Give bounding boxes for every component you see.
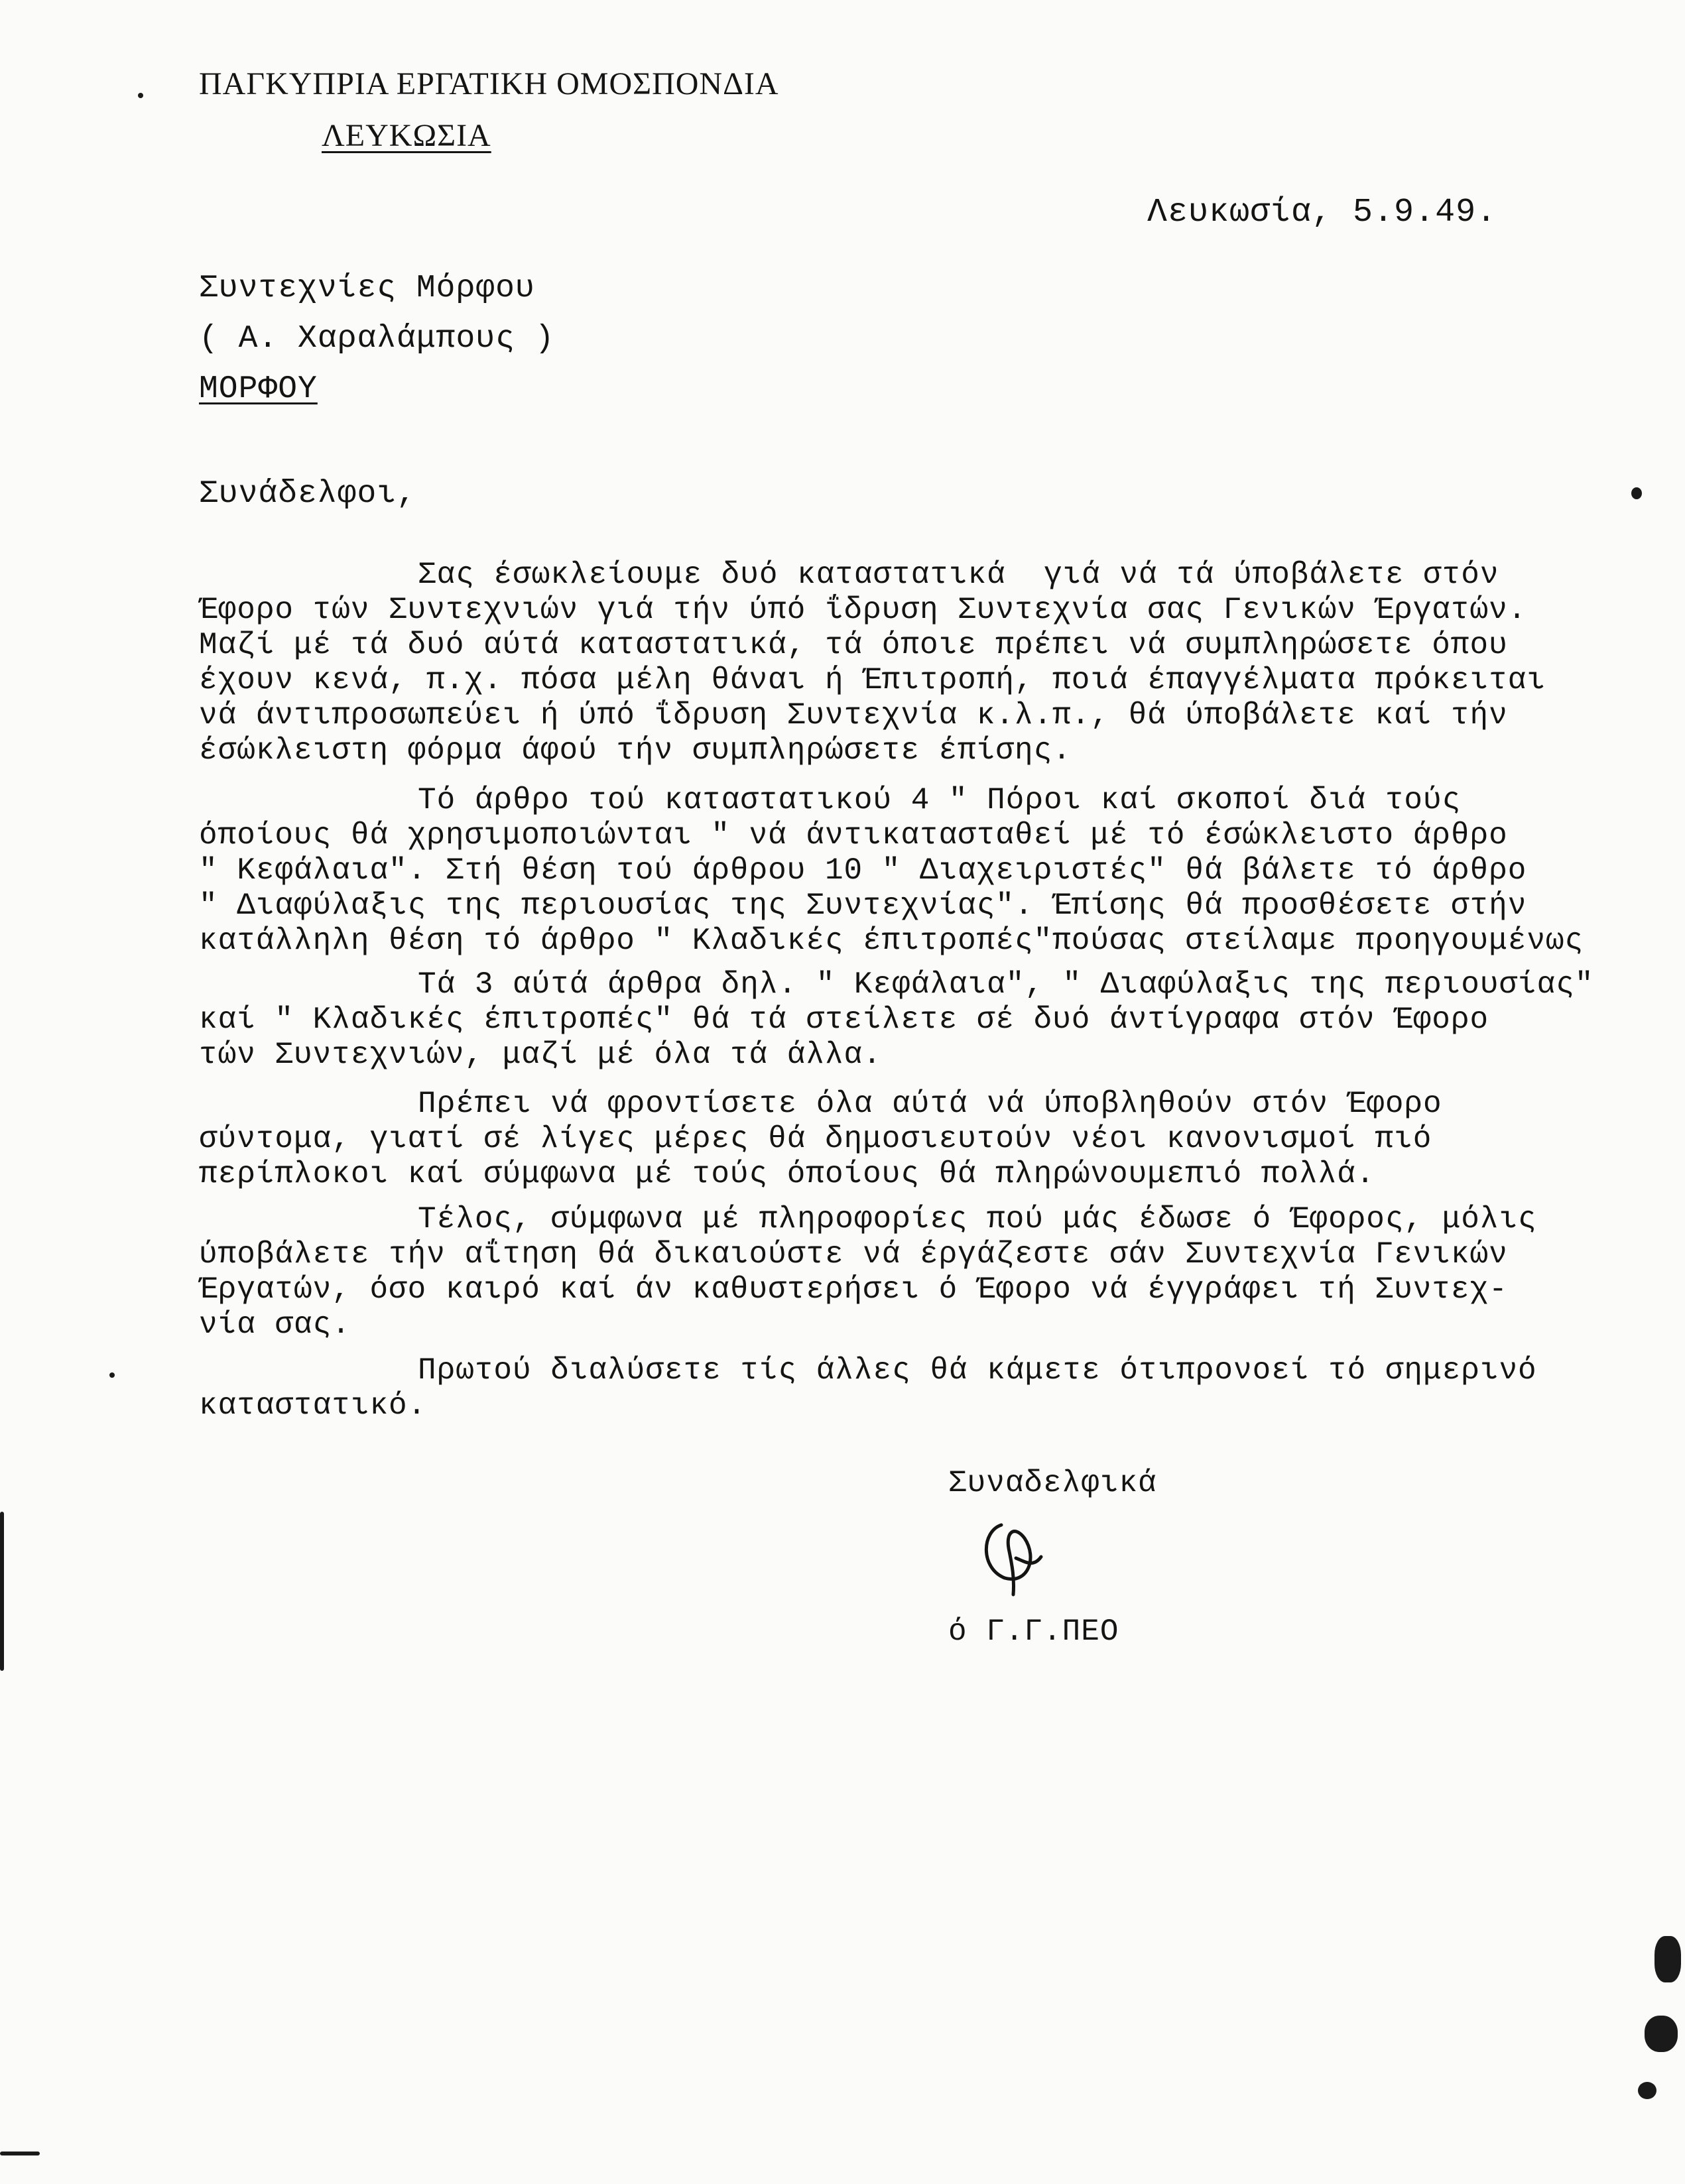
paragraph-line: ύποβάλετε τήν αΐτηση θά δικαιούστε νά έργάζεστε σάν Συντεχνία Γενικών — [199, 1237, 1508, 1272]
paragraph-line: Πρέπει νά φροντίσετε όλα αύτά νά ύποβληθούν στόν Έφορο — [418, 1087, 1442, 1121]
paragraph-line: νά άντιπροσωπεύει ή ύπό ΐδρυση Συντεχνία κ.λ.π., θά ύποβάλετε καί τήν — [199, 698, 1508, 733]
paragraph-line: Τέλος, σύμφωνα μέ πληροφορίες πού μάς έδωσε ό Έφορος, μόλις — [418, 1202, 1537, 1237]
paragraph-line: έσώκλειστη φόρμα άφού τήν συμπληρώσετε έπίσης. — [199, 733, 1072, 768]
ink-blot — [1638, 2082, 1656, 2099]
recipient-line-3: ΜΟΡΦΟΥ — [199, 371, 318, 407]
paragraph-line: έχουν κενά, π.χ. πόσα μέλη θάναι ή Έπιτροπή, ποιά έπαγγέλματα πρόκειται — [199, 663, 1546, 698]
salutation: Συνάδελφοι, — [199, 476, 416, 512]
paragraph-line: Μαζί μέ τά δυό αύτά καταστατικά, τά όποιε πρέπει νά συμπληρώσετε όπου — [199, 628, 1508, 662]
paragraph-line: καταστατικό. — [199, 1388, 427, 1423]
paragraph-line: κατάλληλη θέση τό άρθρο " Κλαδικές έπιτροπές"πούσας στείλαμε προηγουμένως — [199, 924, 1584, 958]
signer: ό Γ.Γ.ΠΕΟ — [948, 1614, 1119, 1649]
letter-date: Λευκωσία, 5.9.49. — [1147, 194, 1497, 231]
ink-blot — [1654, 1936, 1681, 1982]
paragraph-line: όποίους θά χρησιμοποιώνται " νά άντικατασταθεί μέ τό έσώκλειστο άρθρο — [199, 818, 1508, 853]
recipient-line-2: ( Α. Χαραλάμπους ) — [199, 321, 555, 357]
scan-speck — [109, 1372, 115, 1378]
paragraph-line: νία σας. — [199, 1307, 351, 1342]
scan-edge-mark — [0, 1512, 4, 1671]
recipient-line-1: Συντεχνίες Μόρφου — [199, 271, 535, 306]
handwritten-signature — [975, 1505, 1054, 1598]
paragraph-line: καί " Κλαδικές έπιτροπές" θά τά στείλετε σέ δυό άντίγραφα στόν Έφορο — [199, 1002, 1489, 1037]
paragraph-line: Τά 3 αύτά άρθρα δηλ. " Κεφάλαια", " Διαφύλαξις της περιουσίας" — [418, 967, 1594, 1002]
paragraph-line: Τό άρθρο τού καταστατικού 4 " Πόροι καί σκοποί διά τούς — [418, 783, 1462, 818]
paragraph-line: σύντομα, γιατί σέ λίγες μέρες θά δημοσιευτούν νέοι κανονισμοί πιό — [199, 1122, 1432, 1156]
closing: Συναδελφικά — [948, 1466, 1157, 1500]
ink-blot — [1645, 2016, 1678, 2052]
paragraph-line: τών Συντεχνιών, μαζί μέ όλα τά άλλα. — [199, 1038, 882, 1072]
paragraph-line: Έφορο τών Συντεχνιών γιά τήν ύπό ΐδρυση Συντεχνία σας Γενικών Έργατών. — [199, 593, 1527, 627]
paragraph-line: περίπλοκοι καί σύμφωνα μέ τούς όποίους θά πληρώνουμεπιό πολλά. — [199, 1157, 1375, 1191]
scan-speck — [1631, 487, 1642, 499]
scan-speck — [138, 93, 143, 98]
paragraph-line: Έργατών, όσο καιρό καί άν καθυστερήσει ό Έφορο νά έγγράφει τή Συντεχ- — [199, 1272, 1508, 1307]
paragraph-line: " Κεφάλαια". Στή θέση τού άρθρου 10 " Διαχειριστές" θά βάλετε τό άρθρο — [199, 853, 1527, 888]
paragraph-line: " Διαφύλαξις της περιουσίας της Συντεχνίας". Έπίσης θά προσθέσετε στήν — [199, 888, 1527, 923]
scan-edge-mark — [0, 2152, 40, 2155]
organization-city: ΛΕΥΚΩΣΙΑ — [322, 118, 491, 153]
organization-name: ΠΑΓΚΥΠΡΙΑ ΕΡΓΑΤΙΚΗ ΟΜΟΣΠΟΝΔΙΑ — [199, 66, 779, 101]
paragraph-line: Σας έσωκλείουμε δυό καταστατικά γιά νά τά ύποβάλετε στόν — [418, 558, 1499, 592]
paragraph-line: Πρωτού διαλύσετε τίς άλλες θά κάμετε ότιπρονοεί τό σημερινό — [418, 1353, 1537, 1388]
